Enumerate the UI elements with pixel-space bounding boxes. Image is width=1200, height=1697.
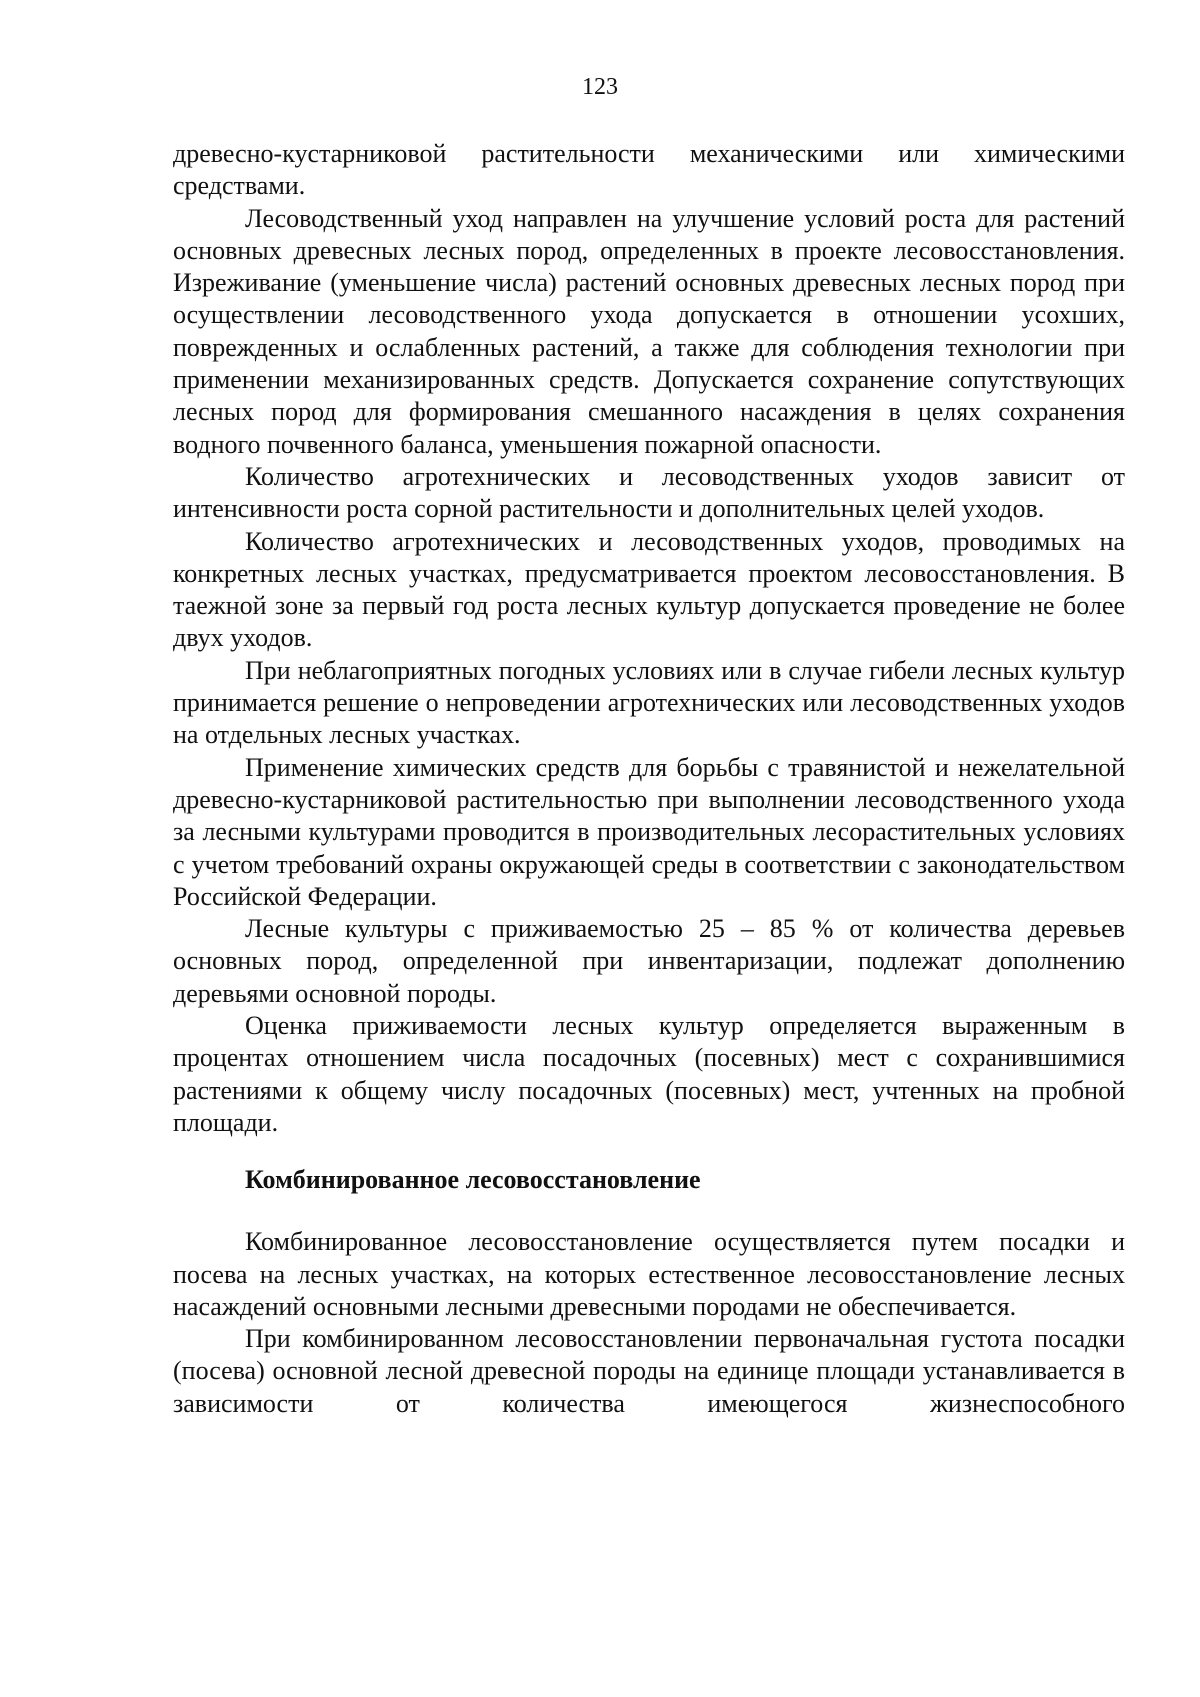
paragraph-survival-assessment: Оценка приживаемости лесных культур определяется выраженным в процентах отношением числа посадочных (посевных) мест с сохранившимися растениями к общему числу посадочных (посевных) мест, учтенных на пробной площади. [173, 1011, 1125, 1137]
paragraph-adverse-conditions: При неблагоприятных погодных условиях или в случае гибели лесных культур принимается решение о непроведении агротехнических или лесоводственных уходов на отдельных лесных участках. [173, 655, 1125, 750]
paragraph-silvicultural-care: Лесоводственный уход направлен на улучшение условий роста для растений основных древесных лесных пород, определенных в проекте лесовосстановления. Изреживание (уменьшение числа) растений основных древесных лесных пород при осуществлении лесоводственного ухода допускается в отношении усохших, поврежденных и ослабленных растений, а также для соблюдения технологии при применении механизированных средств. Допускается сохранение сопутствующих лесных пород для формирования смешанного насаждения в целях сохранения водного почвенного баланса, уменьшения пожарной опасности. [173, 203, 1125, 459]
section-heading: Комбинированное лесовосстановление [245, 1165, 701, 1195]
paragraph-chemical-means: Применение химических средств для борьбы с травянистой и нежелательной древесно-кустарниковой растительностью при выполнении лесоводственного ухода за лесными культурами проводится в производительных лесорастительных условиях с учетом требований охраны окружающей среды в соответствии с законодательством Российской Федерации. [173, 752, 1125, 911]
paragraph-care-planning: Количество агротехнических и лесоводственных уходов, проводимых на конкретных лесных участках, предусматривается проектом лесовосстановления. В таежной зоне за первый год роста лесных культур допускается проведение не более двух уходов. [173, 526, 1125, 653]
paragraph-continued: древесно-кустарниковой растительности механическими или химическими средствами. [173, 139, 1125, 201]
paragraph-survival-rate: Лесные культуры с приживаемостью 25 – 85 % от количества деревьев основных пород, определенной при инвентаризации, подлежат дополнению деревьями основной породы. [173, 914, 1125, 1008]
page-number: 123 [582, 74, 618, 100]
paragraph-combined-restoration: Комбинированное лесовосстановление осуществляется путем посадки и посева на лесных участках, на которых естественное лесовосстановление лесных насаждений основными лесными древесными породами не обеспечивается. [173, 1227, 1125, 1321]
document-body [173, 138, 1125, 1420]
paragraph-care-count: Количество агротехнических и лесоводственных уходов зависит от интенсивности роста сорной растительности и дополнительных целей уходов. [173, 461, 1125, 524]
paragraph-initial-density: При комбинированном лесовосстановлении первоначальная густота посадки (посева) основной лесной древесной породы на единице площади устанавливается в зависимости от количества имеющегося жизнеспособного [173, 1324, 1125, 1418]
